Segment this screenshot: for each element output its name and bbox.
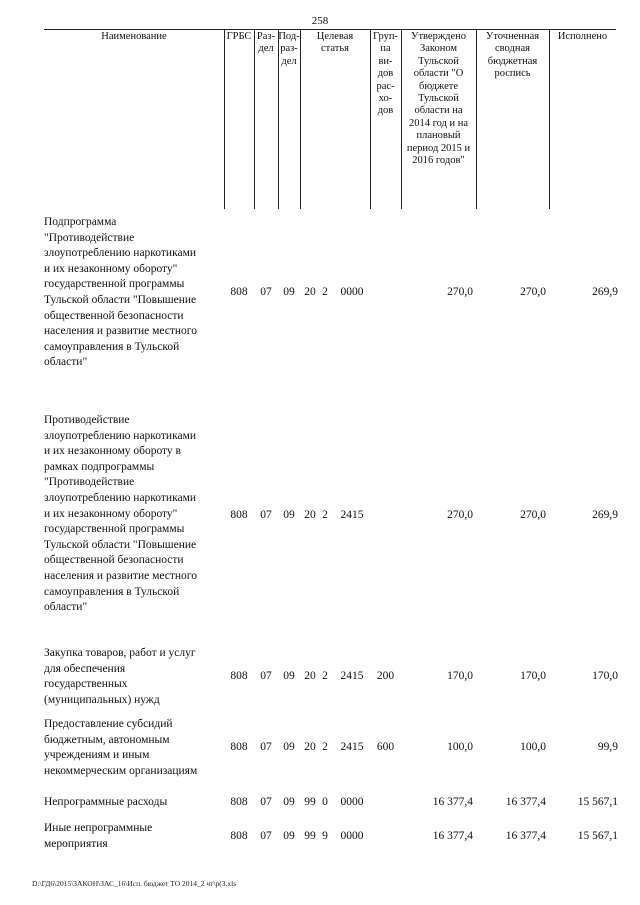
cell-target-item: 0000: [340, 286, 364, 298]
cell-podrazdel: 09: [283, 741, 295, 753]
cell-approved: 100,0: [447, 741, 473, 753]
cell-target-item: 0000: [340, 796, 364, 808]
header-divider: [300, 29, 301, 209]
row-name: Подпрограмма "Противодействие злоупотреблению наркотиками и их незаконному обороту" государственной программы Тульской области "Повышение общественной безопасности населения и развитие местного самоуправления в Тульской области": [44, 216, 197, 369]
cell-vid: 600: [376, 741, 395, 753]
cell-approved: 270,0: [447, 286, 473, 298]
cell-target-subprogram: 0: [322, 796, 328, 808]
cell-executed: 170,0: [592, 670, 618, 682]
cell-approved: 16 377,4: [432, 796, 473, 808]
header-name: Наименование: [101, 31, 167, 42]
cell-revised: 16 377,4: [505, 796, 546, 808]
cell-grbs: 808: [230, 286, 248, 298]
header-revised: Уточненная сводная бюджетная роспись: [485, 31, 540, 80]
cell-grbs: 808: [230, 670, 248, 682]
cell-grbs: 808: [230, 509, 248, 521]
row-name: Предоставление субсидий бюджетным, автономным учреждениям и иным некоммерческим организациям: [44, 718, 198, 777]
cell-podrazdel: 09: [283, 830, 295, 842]
header-podrazdel: Под- раз- дел: [278, 31, 300, 67]
cell-target-item: 2415: [340, 670, 364, 682]
cell-approved: 170,0: [447, 670, 473, 682]
cell-executed: 15 567,1: [577, 830, 618, 842]
cell-approved: 270,0: [447, 509, 473, 521]
cell-podrazdel: 09: [283, 796, 295, 808]
cell-executed: 269,9: [592, 286, 618, 298]
cell-razdel: 07: [260, 830, 272, 842]
cell-executed: 269,9: [592, 509, 618, 521]
header-razdel: Раз- дел: [256, 31, 276, 55]
footer-file-path: D:\ГД6\2015\ЗАКОН\ЗАС_16\Исп. бюджет ТО 2014_2 чт\р(3.xls: [32, 879, 237, 888]
header-grbs: ГРБС: [226, 31, 252, 42]
cell-revised: 270,0: [520, 509, 546, 521]
cell-target-item: 2415: [340, 741, 364, 753]
cell-target-program: 20: [304, 670, 316, 682]
cell-target-program: 20: [304, 509, 316, 521]
header-divider: [549, 29, 550, 209]
cell-vid: 200: [376, 670, 395, 682]
cell-executed: 99,9: [597, 741, 618, 753]
cell-podrazdel: 09: [283, 670, 295, 682]
cell-target-subprogram: 2: [322, 286, 328, 298]
cell-target-program: 99: [304, 830, 316, 842]
header-divider: [254, 29, 255, 209]
cell-razdel: 07: [260, 286, 272, 298]
cell-revised: 16 377,4: [505, 830, 546, 842]
row-name: Закупка товаров, работ и услуг для обеспечения государственных (муниципальных) нужд: [44, 647, 196, 706]
header-executed: Исполнено: [557, 31, 608, 42]
cell-grbs: 808: [230, 741, 248, 753]
cell-target-item: 2415: [340, 509, 364, 521]
cell-razdel: 07: [260, 741, 272, 753]
header-top-rule: [44, 29, 616, 30]
cell-executed: 15 567,1: [577, 796, 618, 808]
cell-revised: 170,0: [520, 670, 546, 682]
row-name: Противодействие злоупотреблению наркотиками и их незаконному обороту в рамках подпрограммы "Противодействие злоупотреблению наркотиками и их незаконному обороту" государственной программы Тульской области "Повышение общественной безопасности населения и развитие местного самоуправления в Тульской области": [44, 414, 197, 614]
cell-target-program: 20: [304, 741, 316, 753]
cell-revised: 270,0: [520, 286, 546, 298]
cell-razdel: 07: [260, 509, 272, 521]
cell-approved: 16 377,4: [432, 830, 473, 842]
page-number: 258: [311, 15, 329, 27]
cell-grbs: 808: [230, 796, 248, 808]
cell-razdel: 07: [260, 670, 272, 682]
cell-target-program: 99: [304, 796, 316, 808]
row-name: Иные непрограммные мероприятия: [44, 822, 153, 850]
cell-target-program: 20: [304, 286, 316, 298]
header-approved: Утверждено Законом Тульской области "О бюджете Тульской области на 2014 год и на плановый период 2015 и 2016 годов": [406, 31, 471, 167]
header-divider: [224, 29, 225, 209]
cell-target-subprogram: 2: [322, 741, 328, 753]
cell-target-subprogram: 9: [322, 830, 328, 842]
cell-razdel: 07: [260, 796, 272, 808]
header-target: Целевая статья: [316, 31, 354, 55]
cell-podrazdel: 09: [283, 286, 295, 298]
cell-grbs: 808: [230, 830, 248, 842]
header-vid: Груп- па ви- дов рас- хо- дов: [373, 31, 398, 117]
row-name: Непрограммные расходы: [44, 796, 168, 808]
cell-target-subprogram: 2: [322, 509, 328, 521]
cell-podrazdel: 09: [283, 509, 295, 521]
cell-target-item: 0000: [340, 830, 364, 842]
cell-revised: 100,0: [520, 741, 546, 753]
cell-target-subprogram: 2: [322, 670, 328, 682]
